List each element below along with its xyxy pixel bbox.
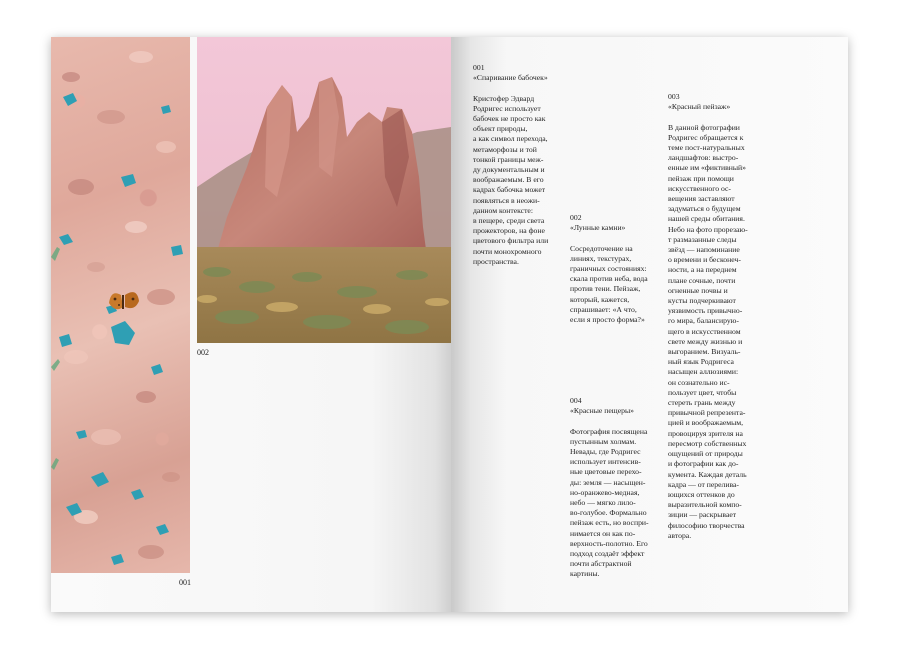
body-line: енные им «фиктивный» [668,163,746,173]
body-line: и фотографии как до- [668,459,739,469]
body-line: который, кажется, [570,294,630,304]
body-line: а как символ перехода, [473,134,548,144]
magazine-spread [51,37,848,612]
body-line: Кристофер Эдвард [473,93,535,103]
body-line: искусственного ос- [668,183,731,193]
caption-landscape-photo: 002 [197,348,209,357]
body-line: провоцируя зрителя на [668,428,743,438]
body-line: ющихся оттенков до [668,489,735,499]
body-line: спрашивает: «А что, [570,304,637,314]
entry-body [668,123,748,541]
body-line: цветового фильтра или [473,236,549,246]
entry-number: 002 [570,213,582,222]
body-line: пространства. [473,256,519,266]
body-line: уязвимость привычно- [668,306,743,316]
article-column-1 [473,63,548,267]
body-line: против тени. Пейзаж, [570,284,641,294]
article-column-2a [570,213,648,325]
body-line: ландшафтов: выстро- [668,153,739,163]
body-line: выгоранием. Визуаль- [668,347,741,357]
body-line: ные цветовые перехо- [570,467,642,477]
body-line: в пещере, среди света [473,216,545,226]
body-line: бабочек не просто как [473,114,546,123]
body-line: верхность-полотно. Его [570,538,648,548]
entry-title: «Лунные камни» [570,223,626,233]
entry-number: 003 [668,92,680,101]
entry-number: 004 [570,396,582,405]
body-line: ощущений от природы [668,449,743,459]
body-line: пользует цвет, чтобы [668,387,737,397]
body-line: пересмотр собственных [668,438,747,448]
body-line: нашей среды обитания. [668,214,745,224]
body-line: кумента. Каждая деталь [668,469,747,479]
body-line: вещения заставляют [668,194,735,204]
body-line: пейзаж есть, но воспри- [570,518,649,528]
body-line: го мира, балансирую- [668,316,739,326]
body-line: он сознательно ис- [668,377,730,387]
body-line: объект природы, [473,124,528,134]
body-line: стереть грань между [668,398,736,408]
body-line: кадра — от перелива- [668,479,739,489]
entry-body [473,94,548,267]
body-line: скала против неба, вода [570,274,648,284]
body-line: прожекторов, на фоне [473,226,545,236]
body-line: пейзаж при помощи [668,173,734,183]
body-line: ный язык Родригеса [668,357,734,367]
red-rock-landscape-photo [197,37,451,343]
body-line: пустынным холмам. [570,436,637,446]
body-line: ду документальным и [473,165,545,175]
body-line: воображаемым. В его [473,175,544,185]
body-line: почти абстрактной [570,559,632,569]
body-line: Сосредоточение на [570,243,633,253]
right-page [451,37,848,612]
body-line: почти монохромного [473,246,542,256]
caption-gravel-photo: 001 [179,578,191,587]
gravel-texture [51,37,190,573]
body-line: Родригес использует [473,103,541,113]
body-line: линиях, текстурах, [570,253,632,263]
entry-number: 001 [473,63,485,72]
body-line: привычной репрезента- [668,408,746,418]
body-line: Родригес обращается к [668,132,744,142]
body-line: звёзд — напоминание [668,245,740,255]
body-line: во-голубое. Формально [570,508,647,518]
body-line: но-оранжево-медная, [570,487,640,497]
body-line: нимается он как по- [570,528,636,538]
body-line: т размазанные следы [668,234,737,244]
body-line: автора. [668,530,692,540]
body-line: теме пост-натуральных [668,143,745,152]
left-page [51,37,451,612]
entry-title: «Красный пейзаж» [668,102,731,112]
article-column-3 [668,92,748,541]
body-line: картины. [570,569,600,579]
body-line: метаморфозы и той [473,144,537,154]
body-line: тонкой границы меж- [473,154,544,164]
body-line: задуматься о будущем [668,204,741,214]
body-line: В данной фотографии [668,122,740,132]
entry-body [570,427,649,580]
entry-title: «Спаривание бабочек» [473,73,548,83]
body-line: Невады, где Родригес [570,447,641,456]
body-line: кусты подчеркивают [668,296,736,306]
butterfly-icon [109,292,139,309]
body-line: насыщен аллюзиями: [668,367,739,377]
article-column-2b [570,396,649,580]
body-line: ды: земля — насыщен- [570,477,646,487]
body-line: свете между жизнью и [668,336,743,346]
gravel-butterfly-photo [51,37,190,573]
body-line: граничных состояниях: [570,264,647,273]
body-line: ности, а на переднем [668,265,737,275]
body-line: данном контексте: [473,205,533,215]
body-line: выразительной компо- [668,500,742,510]
body-line: появляться в неожи- [473,195,540,205]
body-line: кадрах бабочка может [473,185,546,195]
body-line: философию творчества [668,520,745,530]
body-line: использует интенсив- [570,457,641,467]
body-line: плане сочные, почти [668,275,736,285]
entry-title: «Красные пещеры» [570,406,634,416]
body-line: небо — мягко лило- [570,498,636,508]
body-line: о времени и бесконеч- [668,255,741,265]
body-line: цией и воображаемым, [668,418,744,428]
body-line: огненные почвы и [668,285,728,295]
body-line: щего в искусственном [668,326,741,336]
body-line: если я просто форма?» [570,315,645,325]
body-line: подход создаёт эффект [570,549,645,559]
body-line: зиции — раскрывает [668,510,737,520]
body-line: Небо на фото прорезаю- [668,224,748,234]
entry-body [570,244,648,326]
body-line: Фотография посвящена [570,426,648,436]
